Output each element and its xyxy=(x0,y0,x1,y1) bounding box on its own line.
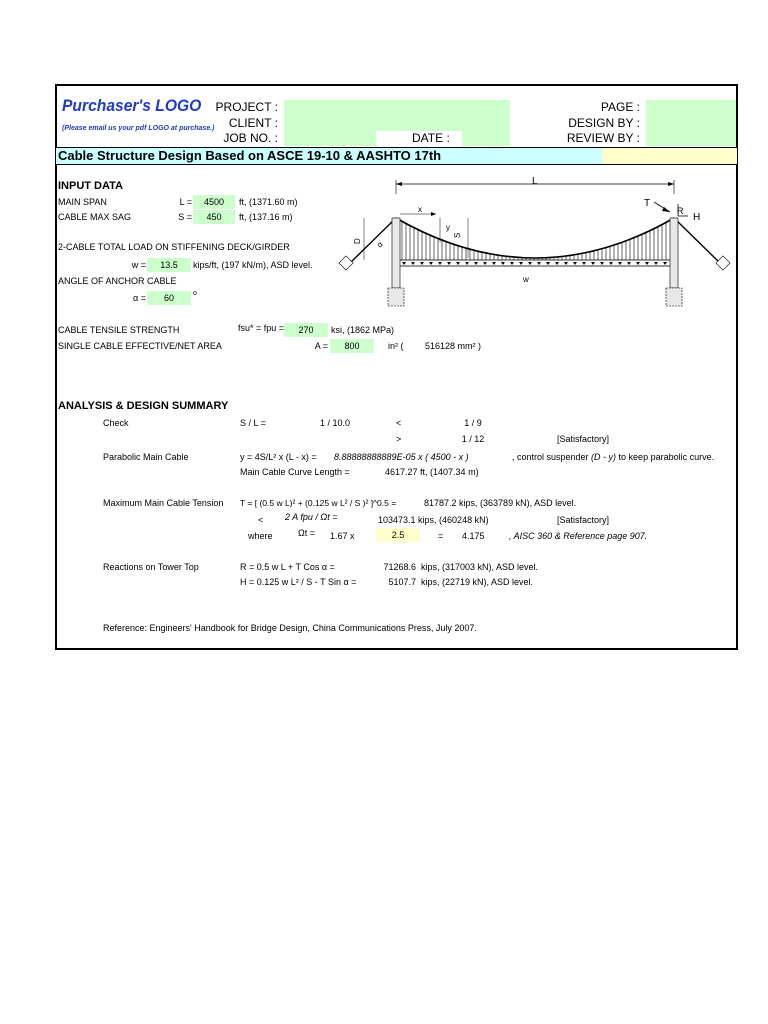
diagram-label-x: x xyxy=(418,205,422,214)
client-label: CLIENT : xyxy=(228,116,278,130)
jobno-label: JOB NO. : xyxy=(223,131,278,145)
main-span-symbol: L = xyxy=(179,197,192,207)
page-field[interactable] xyxy=(646,100,736,115)
diagram-label-L: L xyxy=(532,176,538,187)
check-status: [Satisfactory] xyxy=(557,434,610,444)
load-label: 2-CABLE TOTAL LOAD ON STIFFENING DECK/GIRDER xyxy=(58,242,290,252)
load-unit: kips/ft, (197 kN/m), ASD level. xyxy=(193,260,313,270)
sag-label: CABLE MAX SAG xyxy=(58,212,132,222)
r-expression: R = 0.5 w L + T Cos α = xyxy=(240,562,335,572)
diagram-label-S: S xyxy=(453,232,462,238)
main-span-input[interactable]: 4500 xyxy=(193,195,235,209)
tension-capacity-value: 103473.1 kips, (460248 kN) xyxy=(378,515,489,525)
diagram-label-H: H xyxy=(693,212,701,223)
jobno-field[interactable] xyxy=(284,131,376,146)
h-expression: H = 0.125 w L² / S - T Sin α = xyxy=(240,577,357,587)
load-input[interactable]: 13.5 xyxy=(147,258,191,272)
tower-right xyxy=(670,218,678,288)
load-symbol: w = xyxy=(131,260,146,270)
title-rule-bottom xyxy=(56,164,737,165)
reference-note: Reference: Engineers' Handbook for Bridge Design, China Communications Press, July 2007. xyxy=(103,623,477,633)
r-unit: kips, (317003 kN), ASD level. xyxy=(421,562,539,572)
r-value: 71268.6 xyxy=(383,562,416,572)
diagram-label-T: T xyxy=(644,198,651,209)
area-label: SINGLE CABLE EFFECTIVE/NET AREA xyxy=(58,341,222,351)
project-label: PROJECT : xyxy=(215,100,278,114)
tension-label: Maximum Main Cable Tension xyxy=(103,498,224,508)
parabolic-note: , control suspender (D - y) to keep parabolic curve. xyxy=(512,452,715,462)
omega-eq: = xyxy=(438,531,444,541)
sag-unit: ft, (137.16 m) xyxy=(239,212,293,222)
omega-factor-b-input[interactable]: 2.5 xyxy=(376,528,420,542)
main-span-label: MAIN SPAN xyxy=(58,197,107,207)
tension-capacity-expression: 2 A fpu / Ωt = xyxy=(285,512,338,522)
tensile-symbol: fsu* = fpu = xyxy=(238,323,285,333)
omega-symbol: Ωt = xyxy=(298,528,315,538)
parabolic-label: Parabolic Main Cable xyxy=(103,452,189,462)
tension-lt: < xyxy=(258,515,264,525)
deck xyxy=(396,260,674,266)
check-min: 1 / 12 xyxy=(461,434,485,444)
page-label: PAGE : xyxy=(600,100,640,114)
designby-field[interactable] xyxy=(646,115,736,131)
h-unit: kips, (22719 kN), ASD level. xyxy=(421,577,534,587)
tensile-label: CABLE TENSILE STRENGTH xyxy=(58,325,180,335)
tensile-unit: ksi, (1862 MPa) xyxy=(331,325,395,335)
backstay-right xyxy=(674,218,721,264)
tension-expression: T = [ (0.5 w L)² + (0.125 w L² / S )² ]^0.5 = xyxy=(240,498,397,508)
tension-status: [Satisfactory] xyxy=(557,515,610,525)
omega-factor-a: 1.67 x xyxy=(330,531,355,541)
check-value: 1 / 10.0 xyxy=(319,418,351,428)
omega-value: 4.175 xyxy=(462,531,485,541)
tower-left xyxy=(392,218,400,288)
diagram-label-alpha: α xyxy=(375,239,385,250)
check-expression: S / L = xyxy=(240,418,266,428)
date-field[interactable] xyxy=(462,131,510,146)
diagram-label-R: R xyxy=(677,206,684,216)
tension-value: 81787.2 kips, (363789 kN), ASD level. xyxy=(424,498,577,508)
sag-input[interactable]: 450 xyxy=(193,210,235,224)
input-heading: INPUT DATA xyxy=(58,180,123,192)
logo-note: (Please email us your pdf LOGO at purchase.) xyxy=(62,125,215,132)
sheet-title: Cable Structure Design Based on ASCE 19-10 & AASHTO 17th xyxy=(58,148,442,163)
check-label: Check xyxy=(103,418,129,428)
area-unit: in² ( xyxy=(388,341,404,351)
where-label: where xyxy=(248,531,273,541)
angle-input[interactable]: 60 xyxy=(147,291,191,305)
sag-symbol: S = xyxy=(178,212,192,222)
check-max: 1 / 9 xyxy=(464,418,482,428)
reactions-label: Reactions on Tower Top xyxy=(103,562,199,572)
main-span-unit: ft, (1371.60 m) xyxy=(239,197,298,207)
title-bar-end xyxy=(602,148,737,164)
diagram-label-D: D xyxy=(353,238,362,244)
parabolic-expression: y = 4S/L² x (L - x) = xyxy=(240,452,317,462)
angle-symbol: α = xyxy=(133,293,146,303)
check-gt: > xyxy=(396,434,402,444)
omega-reference: , AISC 360 & Reference page 907. xyxy=(509,531,648,541)
area-input[interactable]: 800 xyxy=(330,339,374,353)
designby-label: DESIGN BY : xyxy=(568,116,640,130)
reviewby-field[interactable] xyxy=(646,131,736,146)
area-symbol: A = xyxy=(314,341,328,351)
area-si: 516128 mm² ) xyxy=(425,341,482,351)
diagram-label-w: w xyxy=(523,275,529,284)
angle-unit: o xyxy=(193,290,197,297)
check-lt: < xyxy=(396,418,402,428)
cable-bridge-diagram xyxy=(336,172,736,312)
analysis-heading: ANALYSIS & DESIGN SUMMARY xyxy=(58,400,229,412)
parabolic-value: 8.88888888889E-05 x ( 4500 - x ) xyxy=(334,452,469,462)
logo-title: Purchaser's LOGO xyxy=(62,96,202,115)
angle-label: ANGLE OF ANCHOR CABLE xyxy=(58,276,177,286)
h-value: 5107.7 xyxy=(388,577,416,587)
date-label: DATE : xyxy=(412,131,450,145)
curve-length-value: 4617.27 ft, (1407.34 m) xyxy=(385,467,479,477)
diagram-label-y: y xyxy=(446,223,450,232)
tensile-input[interactable]: 270 xyxy=(284,323,328,337)
project-field[interactable] xyxy=(284,100,510,115)
reviewby-label: REVIEW BY : xyxy=(566,131,640,145)
client-field[interactable] xyxy=(284,115,510,131)
curve-length-label: Main Cable Curve Length = xyxy=(240,467,350,477)
